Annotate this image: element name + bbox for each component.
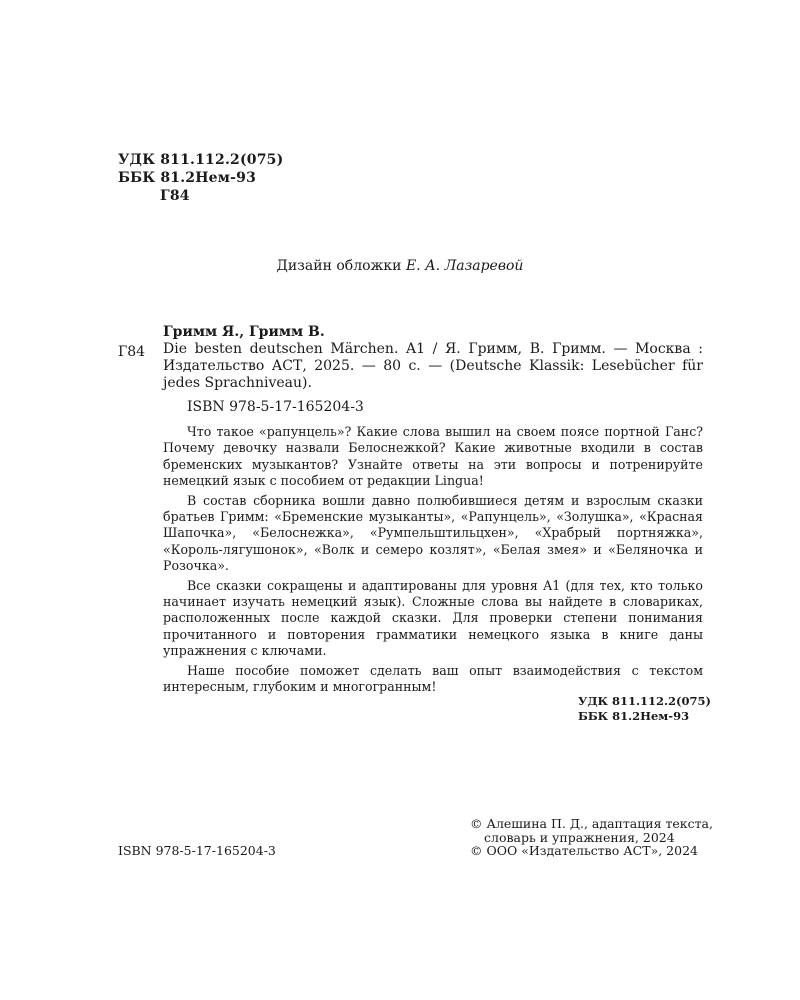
cover-design-credit <box>0 257 800 275</box>
annotation-paragraph: Что такое «рапунцель»? Какие слова вышил на своем поясе портной Ганс? Почему девочку назвали Белоснежкой? Какие животные входили в состав бременских музыкантов? Узнайте ответы на эти вопросы и потренируйте немецкий язык с пособием от редакции Lingua! <box>163 424 703 489</box>
annotation-paragraph: В состав сборника вошли давно полюбившиеся детям и взрослым сказки братьев Гримм: «Бременские музыканты», «Рапунцель», «Золушка», «Красная Шапочка», «Белоснежка», «Румпельштильцхен», «Храбрый портняжка», «Король-лягушонок», «Волк и семеро козлят», «Белая змея» и «Беляночка и Розочка». <box>163 492 703 574</box>
cover-design-prefix: Дизайн обложки <box>276 258 406 274</box>
author-mark-top: Г84 <box>160 188 190 204</box>
copyright-line: © ООО «Издательство АСТ», 2024 <box>470 843 698 858</box>
copyright-line: © Алешина П. Д., адаптация текста, <box>470 816 713 831</box>
copyright-line: словарь и упражнения, 2024 <box>484 829 675 845</box>
isbn-footer: ISBN 978-5-17-165204-3 <box>118 843 276 858</box>
copyright-block <box>470 817 730 858</box>
bbk-code-bottom: ББК 81.2Нем-93 <box>578 709 690 723</box>
udk-code-bottom: УДК 811.112.2(075) <box>578 694 711 708</box>
bbk-code-top: ББК 81.2Нем-93 <box>118 170 257 186</box>
annotation-paragraph: Наше пособие поможет сделать ваш опыт взаимодействия с текстом интересным, глубоким и многогранным! <box>163 662 703 695</box>
cover-designer-name: Е. А. Лазаревой <box>405 258 524 274</box>
annotation <box>163 424 703 699</box>
isbn-bib: ISBN 978-5-17-165204-3 <box>187 399 364 415</box>
bibliographic-description: Die besten deutschen Märchen. A1 / Я. Гримм, В. Гримм. — Москва : Издательство АСТ, 2025. — 80 с. — (Deutsche Klassik: Lesebücher für jedes Sprachniveau). <box>163 341 703 391</box>
udk-code-top: УДК 811.112.2(075) <box>118 152 284 168</box>
annotation-paragraph: Все сказки сокращены и адаптированы для уровня A1 (для тех, кто только начинает изучать немецкий язык). Сложные слова вы найдете в словариках, расположенных после каждой сказки. Для проверки степени понимания прочитанного и повторения грамматики немецкого языка в книге даны упражнения с ключами. <box>163 577 703 659</box>
authors-heading: Гримм Я., Гримм В. <box>163 324 325 340</box>
author-mark-bib: Г84 <box>118 344 146 360</box>
